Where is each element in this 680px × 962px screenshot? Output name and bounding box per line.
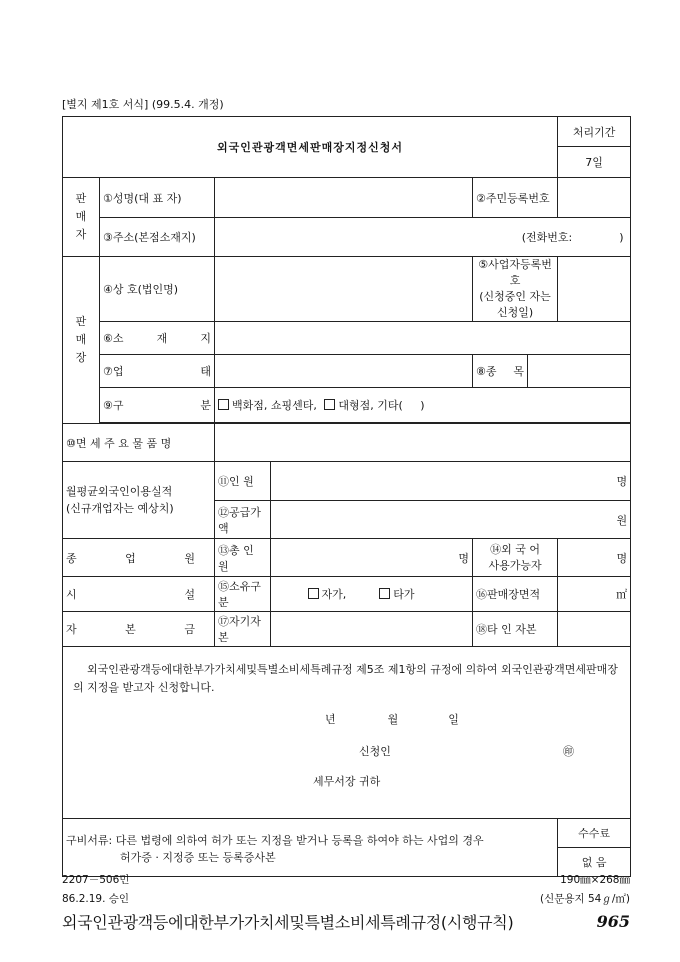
address-field[interactable]: (전화번호: ) (215, 218, 631, 257)
application-form (62, 116, 631, 877)
seal-mark: ㊞ (563, 745, 574, 758)
trade-name-field[interactable] (215, 257, 473, 322)
declaration-text: 외국인관광객등에대한부가가치세및특별소비세특례규정 제5조 제1항의 규정에 의하여 외국인관광객면세판매장의 지정을 받고자 신청합니다. (73, 663, 618, 694)
book-title: 외국인관광객등에대한부가가치세및특별소비세특례규정(시행규칙) (62, 913, 514, 932)
checkbox-department-store[interactable] (218, 399, 229, 410)
name-field[interactable] (215, 178, 473, 218)
recipient: 세무서장 귀하 (313, 775, 381, 788)
biz-reg-label: ⑤사업자등록번호 (신청중인 자는 신청일) (473, 257, 558, 322)
documents-block (63, 819, 558, 877)
rrn-field[interactable] (558, 178, 631, 218)
approval-date: 86.2.19. 승인 (62, 893, 130, 905)
checkbox-own[interactable] (308, 588, 319, 599)
foreign-use-label: 월평균외국인이용실적 (신규개업자는 예상치) (63, 462, 215, 539)
foreign-lang-label: ⑭외 국 어 사용가능자 (473, 539, 558, 577)
date-line: 년 월 일 (325, 713, 459, 726)
trade-name-label: ④상 호(법인명) (100, 257, 215, 322)
supply-label: ⑫공급가액 (215, 501, 271, 539)
own-capital-field[interactable] (271, 612, 473, 647)
page-number: 965 (596, 912, 630, 931)
capital-label: 자 본 금 (63, 612, 215, 647)
checkbox-large-store[interactable] (324, 399, 335, 410)
rrn-label: ②주민등록번호 (473, 178, 558, 218)
documents-text-2: 허가증 · 지정증 또는 등록증사본 (120, 850, 276, 864)
foreign-lang-field[interactable]: 명 (558, 539, 631, 577)
processing-period-label: 처리기간 (558, 117, 631, 147)
own-capital-label: ⑰자기자본 (215, 612, 271, 647)
business-type-label: ⑦업 태 (100, 355, 215, 388)
location-label: ⑥소 재 지 (100, 322, 215, 355)
persons-field[interactable]: 명 (271, 462, 631, 501)
processing-period-value: 7일 (558, 147, 631, 178)
applicant-line: 신청인 ㊞ (73, 743, 624, 761)
form-label: [별지 제1호 서식] (99.5.4. 개정) (62, 98, 224, 111)
business-type-field[interactable] (215, 355, 473, 388)
location-field[interactable] (215, 322, 631, 355)
name-label: ①성명(대 표 자) (100, 178, 215, 218)
division-label: ⑨구 분 (100, 388, 215, 423)
other-capital-field[interactable] (558, 612, 631, 647)
seller-section-label: 판 매 자 (63, 178, 100, 257)
declaration-block (63, 647, 631, 819)
employees-total-field[interactable]: 명 (271, 539, 473, 577)
checkbox-other[interactable] (379, 588, 390, 599)
ownership-field[interactable]: 자가, 타가 (271, 577, 473, 612)
category-field[interactable] (528, 355, 631, 388)
persons-label: ⑪인 원 (215, 462, 271, 501)
paper-type: (신문용지 54ℊ/㎡) (539, 893, 630, 905)
employees-label: 종 업 원 (63, 539, 215, 577)
employees-total-label: ⑬총 인 원 (215, 539, 271, 577)
category-label: ⑧종 목 (473, 355, 528, 388)
main-items-field[interactable] (215, 424, 631, 462)
address-label: ③주소(본점소재지) (100, 218, 215, 257)
other-capital-label: ⑱타 인 자본 (473, 612, 558, 647)
form-title: 외국인관광객면세판매장지정신청서 (63, 117, 558, 178)
fee-label: 수수료 (558, 819, 631, 848)
documents-text-1: 구비서류: 다른 법령에 의하여 허가 또는 지정을 받거나 등록을 하여야 하는 사업의 경우 (66, 833, 484, 847)
phone-label: (전화번호: (521, 231, 573, 244)
fee-value: 없 음 (558, 848, 631, 877)
form-code: 2207－506민 (62, 874, 130, 886)
biz-reg-field[interactable] (558, 257, 631, 322)
area-label: ⑯판매장면적 (473, 577, 558, 612)
store-section-label: 판 매 장 (63, 257, 100, 424)
supply-field[interactable]: 원 (271, 501, 631, 539)
paper-size: 190㎜×268㎜ (560, 874, 630, 886)
facility-label: 시 설 (63, 577, 215, 612)
area-field[interactable]: ㎡ (558, 577, 631, 612)
main-items-label: ⑩면 세 주 요 물 품 명 (63, 424, 215, 462)
division-field[interactable]: 백화점, 쇼핑센타, 대형점, 기타( ) (215, 388, 631, 423)
ownership-label: ⑮소유구분 (215, 577, 271, 612)
